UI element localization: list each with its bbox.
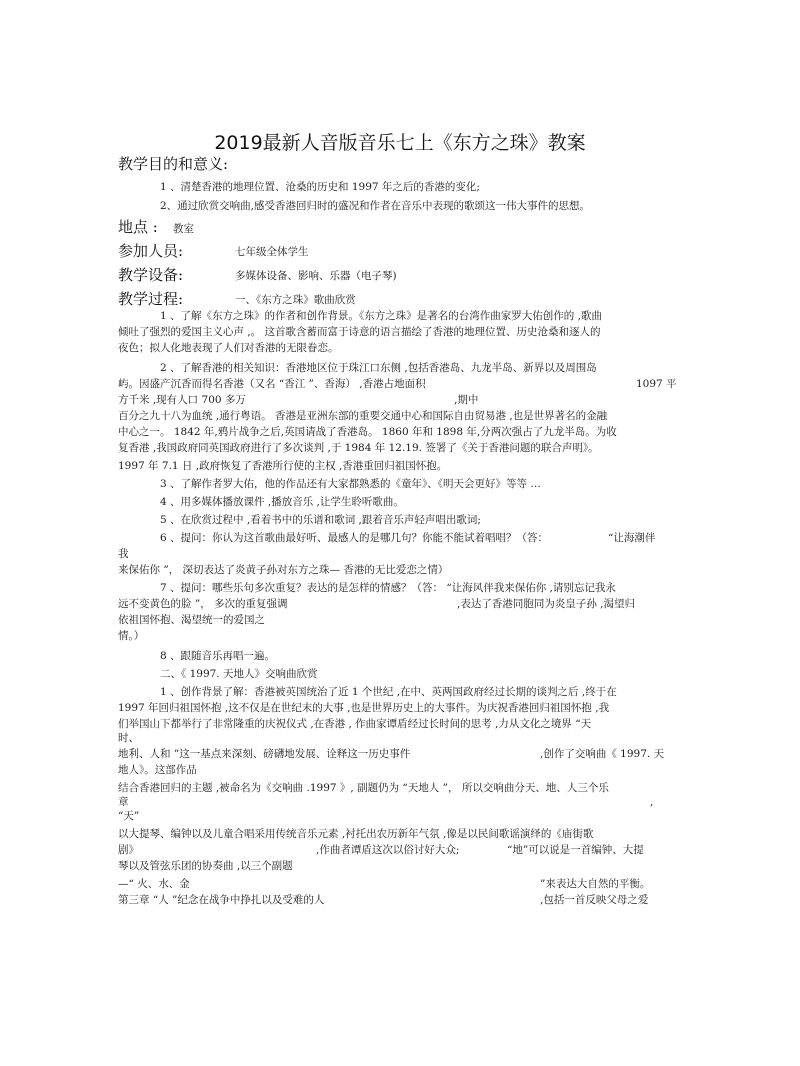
body-line: 3 、了解作者罗大佑，他的作品还有大家都熟悉的《童年》、《明天会更好》等等 …: [160, 478, 541, 490]
body-line: 夜色；拟人化地表现了人们对香港的无限眷恋。: [118, 342, 339, 354]
heading-people: 参加人员:: [118, 242, 184, 260]
heading-purpose: 教学目的和意义:: [118, 155, 229, 173]
body-line: 6 、提问：你认为这首歌曲最好听、最感人的是哪几句？你能不能试着唱唱？（答：: [160, 532, 549, 544]
body-line: 方千米 ,现有人口 700 多万: [118, 394, 246, 406]
body-line: ”来表达大自然的平衡。: [540, 878, 651, 890]
purpose-item-2: 2、通过欣赏交响曲,感受香港回归时的盛况和作者在音乐中表现的歌颂这一伟大事件的思想。: [160, 200, 591, 212]
body-line: 剧》: [118, 844, 139, 856]
body-line: ,: [650, 796, 654, 808]
place-value: 教室: [173, 223, 194, 235]
body-line: 结合香港回归的主题 ,被命名为《交响曲 .1997 》, 副题仍为 “天地人 ”， 所以交响曲分天、地、人三个乐: [118, 782, 609, 794]
body-line: 1 、创作背景了解：香港被英国统治了近 1 个世纪 ,在中、英两国政府经过长期的谈判之后 ,终于在: [160, 686, 617, 698]
body-line: 5 、在欣赏过程中 ,看着书中的乐谱和歌词 ,跟着音乐声轻声唱出歌词;: [160, 514, 481, 526]
body-line: 第三章 “人 ”纪念在战争中挣扎以及受难的人: [118, 894, 325, 906]
body-line: 远不变黄色的脸 ”， 多次的重复强调: [118, 598, 288, 610]
body-line: ,表达了香港同胞同为炎皇子孙 ,渴望归: [457, 598, 636, 610]
body-line: “天”: [118, 810, 140, 822]
section-1-heading: 一、《东方之珠》歌曲欣赏: [235, 294, 356, 306]
people-value: 七年级全体学生: [235, 246, 309, 258]
heading-place: 地点 :: [118, 218, 158, 236]
body-line: 依祖国怀抱、渴望统一的爱国之: [118, 614, 265, 626]
body-line: 2 、了解香港的相关知识：香港地区位于珠江口东侧 ,包括香港岛、九龙半岛、新界以及周围岛: [160, 362, 597, 374]
body-line: ,创作了交响曲《 1997. 天: [540, 748, 665, 760]
body-line: 4 、用多媒体播放课件 ,播放音乐 ,让学生聆听歌曲。: [160, 496, 404, 508]
body-line: ,作曲者谭盾这次以俗讨好大众;: [316, 844, 460, 856]
heading-process: 教学过程:: [118, 290, 184, 308]
body-line: 屿。因盛产沉香而得名香港（又名 “香江 ”、香海） ,香港占地面积: [118, 378, 426, 390]
body-line: 中心之一。 1842 年,鸦片战争之后,英国请战了香港岛。 1860 年和 1898 年,分两次强占了九龙半岛。为收: [118, 426, 617, 438]
body-line: 以大提琴、编钟以及儿童合唱采用传统音乐元素 ,衬托出农历新年气氛 ,像是以民间歌谣演绎的《庙街歌: [118, 828, 594, 840]
page-title: 2019最新人音版音乐七上《东方之珠》教案: [214, 132, 586, 154]
body-line: 琴以及管弦乐团的协奏曲 ,以三个副题: [118, 860, 293, 872]
body-line: 百分之九十八为血统 ,通行粤语。 香港是亚洲东部的重要交通中心和国际自由贸易港 ,也是世界著名的金融: [118, 410, 608, 422]
body-line: ,期中: [454, 394, 479, 406]
body-line: “让海潮伴: [608, 532, 656, 544]
body-line: 1097 平: [636, 378, 677, 390]
body-line: 地利、人和 ”这一基点来深刻、磅礴地发展、诠释这一历史事件: [118, 748, 411, 760]
body-line: ,包括一首反映父母之爱: [540, 894, 649, 906]
body-line: 复香港 ,我国政府同英国政府进行了多次谈判 ,于 1984 年 12.19. 签署了《关于香港问题的联合声明》。: [118, 442, 599, 454]
purpose-item-1: 1 、清楚香港的地理位置、沧桑的历史和 1997 年之后的香港的变化;: [160, 181, 480, 193]
body-line: “地”可以说是一首编钟、大提: [507, 844, 644, 856]
body-line: 来保佑你 ”， 深切表达了炎黄子孙对东方之珠— 香港的无比爱恋之情）: [118, 564, 449, 576]
body-line: —“ 火、水、金: [118, 878, 190, 890]
section-2-heading: 二、《 1997. 天地人》交响曲欣赏: [160, 668, 318, 680]
body-line: 地人》。这部作品: [118, 764, 197, 776]
body-line: 时、: [118, 732, 139, 744]
body-line: 我: [118, 548, 129, 560]
equipment-value: 多媒体设备、影响、乐器（电子琴): [235, 270, 397, 282]
body-line: 倾吐了强烈的爱国主义心声 ,。 这首歌含蓄而富于诗意的语言描绘了香港的地理位置、历史沧桑和逐人的: [118, 326, 601, 338]
body-line: 情。）: [118, 630, 145, 642]
body-line: 1 、了解《东方之珠》的作者和创作背景。《东方之珠》是著名的台湾作曲家罗大佑创作的 ,歌曲: [160, 310, 602, 322]
body-line: 8 、跟随音乐再唱一遍。: [160, 650, 276, 662]
body-line: 章: [118, 796, 129, 808]
body-line: 7 、提问：哪些乐句多次重复？表达的是怎样的情感？（答： “让海风伴我来保佑你 ,请别忘记我永: [160, 582, 616, 594]
body-line: 们举国山下都举行了非常隆重的庆祝仪式 ,在香港 , 作曲家谭盾经过长时间的思考 ,力从文化之境界 “天: [118, 718, 592, 730]
heading-equipment: 教学设备:: [118, 266, 184, 284]
body-line: 1997 年回归祖国怀抱 ,这不仅是在世纪末的大事 ,也是世界历史上的大事件。为庆祝香港回归祖国怀抱 ,我: [118, 702, 610, 714]
body-line: 1997 年 7.1 日 ,政府恢复了香港所行使的主权 ,香港重回归祖国怀抱。: [118, 460, 448, 472]
